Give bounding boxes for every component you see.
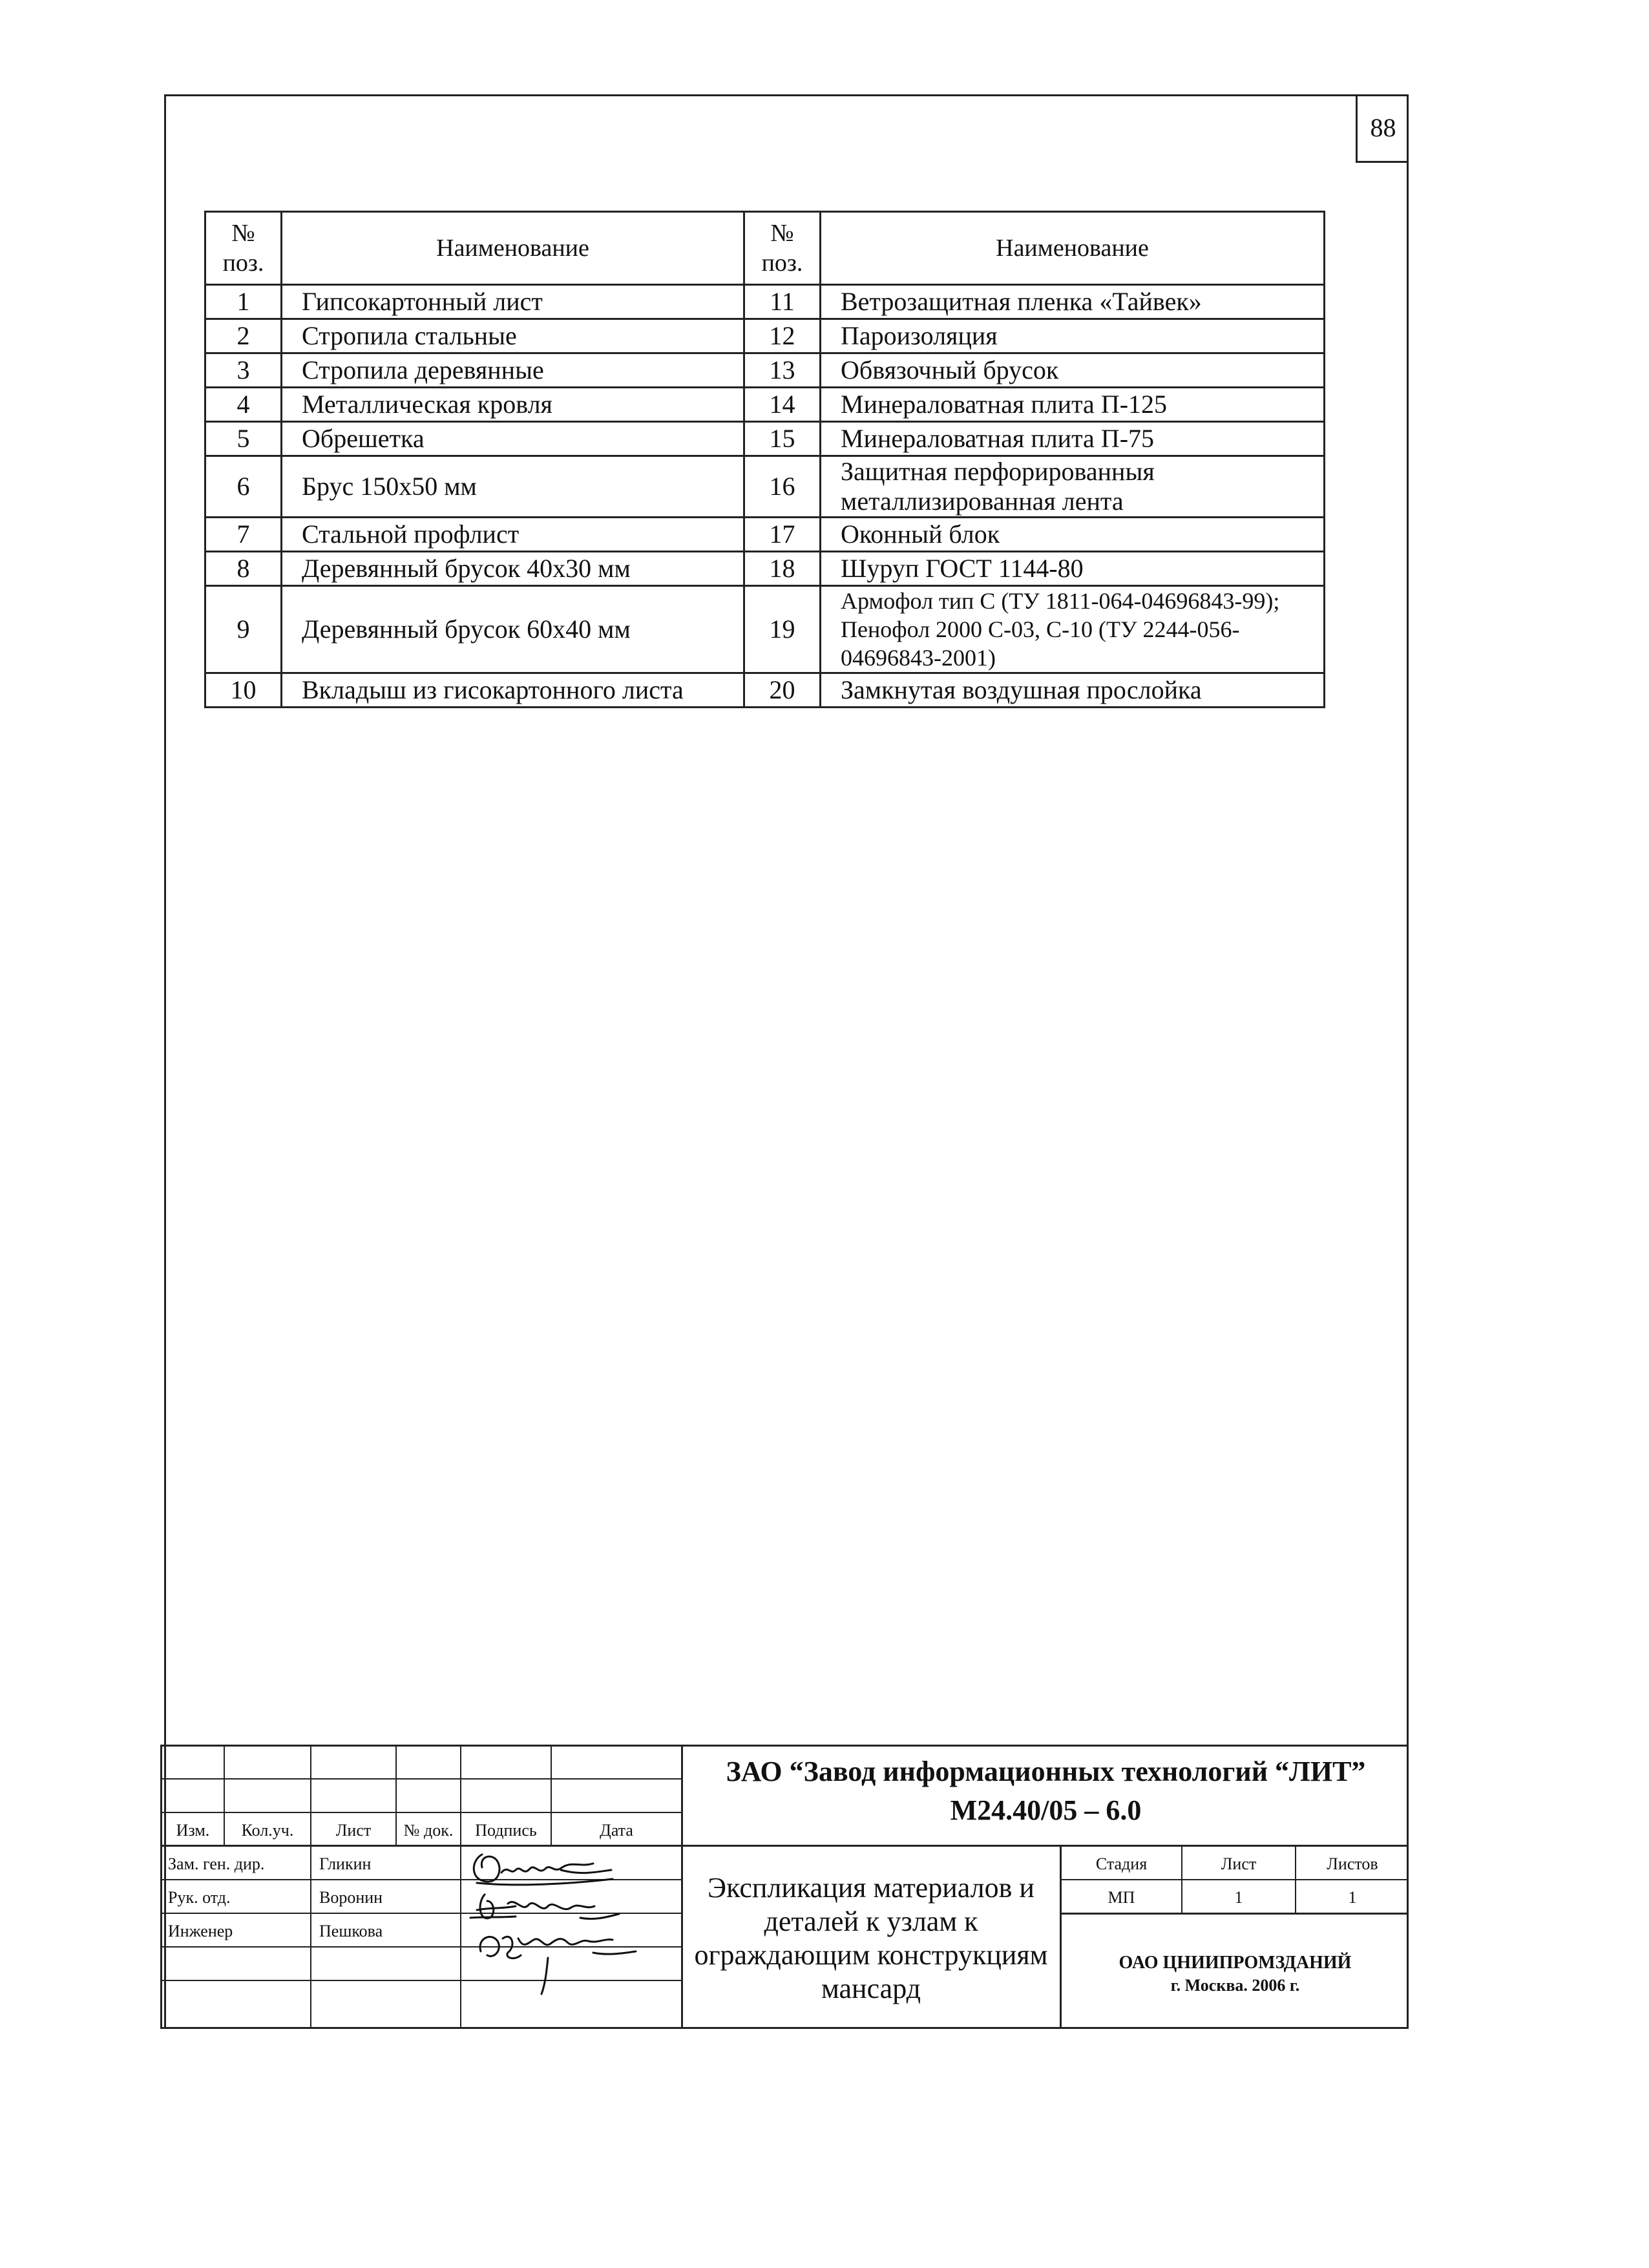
col-izm: Изм. — [176, 1821, 210, 1840]
col-kol: Кол.уч. — [241, 1821, 294, 1840]
stage-header: Стадия — [1095, 1854, 1148, 1873]
name-cell: Армофол тип С (ТУ 1811-064-04696843-99); Пенофол 2000 С-03, С-10 (ТУ 2244-056-04696843-2001) — [821, 586, 1325, 673]
sheets-value: 1 — [1348, 1888, 1357, 1907]
pos-cell: 15 — [744, 422, 821, 456]
name-cell: Стропила стальные — [282, 319, 744, 353]
col-list: Лист — [335, 1821, 372, 1840]
col-ndok: № док. — [403, 1821, 454, 1840]
pos-cell: 13 — [744, 353, 821, 388]
table-row — [205, 353, 1325, 388]
pos-cell: 18 — [744, 552, 821, 586]
name-cell: Обвязочный брусок — [821, 353, 1325, 388]
table-row — [205, 552, 1325, 586]
header-pos-1: № поз. — [205, 212, 282, 285]
col-data: Дата — [600, 1821, 633, 1840]
table-row — [205, 518, 1325, 552]
company-name: ЗАО “Завод информационных технологий “ЛИТ” — [726, 1756, 1366, 1787]
table-row — [205, 422, 1325, 456]
role-1: Зам. ген. дир. — [168, 1854, 265, 1873]
table-row — [205, 388, 1325, 422]
pos-cell: 17 — [744, 518, 821, 552]
pos-cell: 7 — [205, 518, 282, 552]
name-cell: Деревянный брусок 40х30 мм — [282, 552, 744, 586]
person-3: Пешкова — [319, 1922, 383, 1940]
pos-cell: 16 — [744, 456, 821, 518]
pos-cell: 11 — [744, 285, 821, 319]
name-cell: Ветрозащитная пленка «Тайвек» — [821, 285, 1325, 319]
header-pos-2: № поз. — [744, 212, 821, 285]
name-cell: Замкнутая воздушная прослойка — [821, 673, 1325, 708]
table-row — [205, 285, 1325, 319]
sheet-value: 1 — [1234, 1888, 1243, 1907]
pos-cell: 9 — [205, 586, 282, 673]
pos-cell: 3 — [205, 353, 282, 388]
name-cell: Минераловатная плита П-125 — [821, 388, 1325, 422]
document-code: М24.40/05 – 6.0 — [950, 1794, 1142, 1826]
materials-table — [204, 211, 1325, 708]
pos-cell: 8 — [205, 552, 282, 586]
page-number: 88 — [1356, 94, 1409, 163]
name-cell: Обрешетка — [282, 422, 744, 456]
pos-cell: 2 — [205, 319, 282, 353]
name-cell: Пароизоляция — [821, 319, 1325, 353]
sheet-header: Лист — [1221, 1854, 1257, 1873]
header-name-2: Наименование — [821, 212, 1325, 285]
table-row — [205, 586, 1325, 673]
name-cell: Металлическая кровля — [282, 388, 744, 422]
header-name-1: Наименование — [282, 212, 744, 285]
stage-value: МП — [1108, 1888, 1135, 1907]
pos-cell: 20 — [744, 673, 821, 708]
pos-cell: 10 — [205, 673, 282, 708]
name-cell: Стропила деревянные — [282, 353, 744, 388]
name-cell: Вкладыш из гисокартонного листа — [282, 673, 744, 708]
table-row — [205, 456, 1325, 518]
name-cell: Гипсокартонный лист — [282, 285, 744, 319]
table-row — [205, 673, 1325, 708]
pos-cell: 4 — [205, 388, 282, 422]
pos-cell: 12 — [744, 319, 821, 353]
document-title: Экспликация материалов и деталей к узлам к ограждающим конструкциям мансард — [694, 1872, 1048, 2004]
name-cell: Минераловатная плита П-75 — [821, 422, 1325, 456]
name-cell: Оконный блок — [821, 518, 1325, 552]
table-header-row — [205, 212, 1325, 285]
col-podpis: Подпись — [475, 1821, 537, 1840]
organization-city-year: г. Москва. 2006 г. — [1170, 1976, 1300, 1995]
sheets-header: Листов — [1327, 1854, 1378, 1873]
role-2: Рук. отд. — [168, 1888, 231, 1907]
name-cell: Брус 150х50 мм — [282, 456, 744, 518]
name-cell: Защитная перфорированныя металлизированная лента — [821, 456, 1325, 518]
pos-cell: 19 — [744, 586, 821, 673]
pos-cell: 6 — [205, 456, 282, 518]
person-2: Воронин — [319, 1888, 383, 1907]
table-row — [205, 319, 1325, 353]
role-3: Инженер — [168, 1922, 233, 1940]
title-block — [160, 1745, 1409, 2029]
organization-name: ОАО ЦНИИПРОМЗДАНИЙ — [1119, 1953, 1352, 1973]
name-cell: Шуруп ГОСТ 1144-80 — [821, 552, 1325, 586]
pos-cell: 5 — [205, 422, 282, 456]
name-cell: Стальной профлист — [282, 518, 744, 552]
name-cell: Деревянный брусок 60х40 мм — [282, 586, 744, 673]
person-1: Гликин — [319, 1854, 372, 1873]
pos-cell: 1 — [205, 285, 282, 319]
pos-cell: 14 — [744, 388, 821, 422]
